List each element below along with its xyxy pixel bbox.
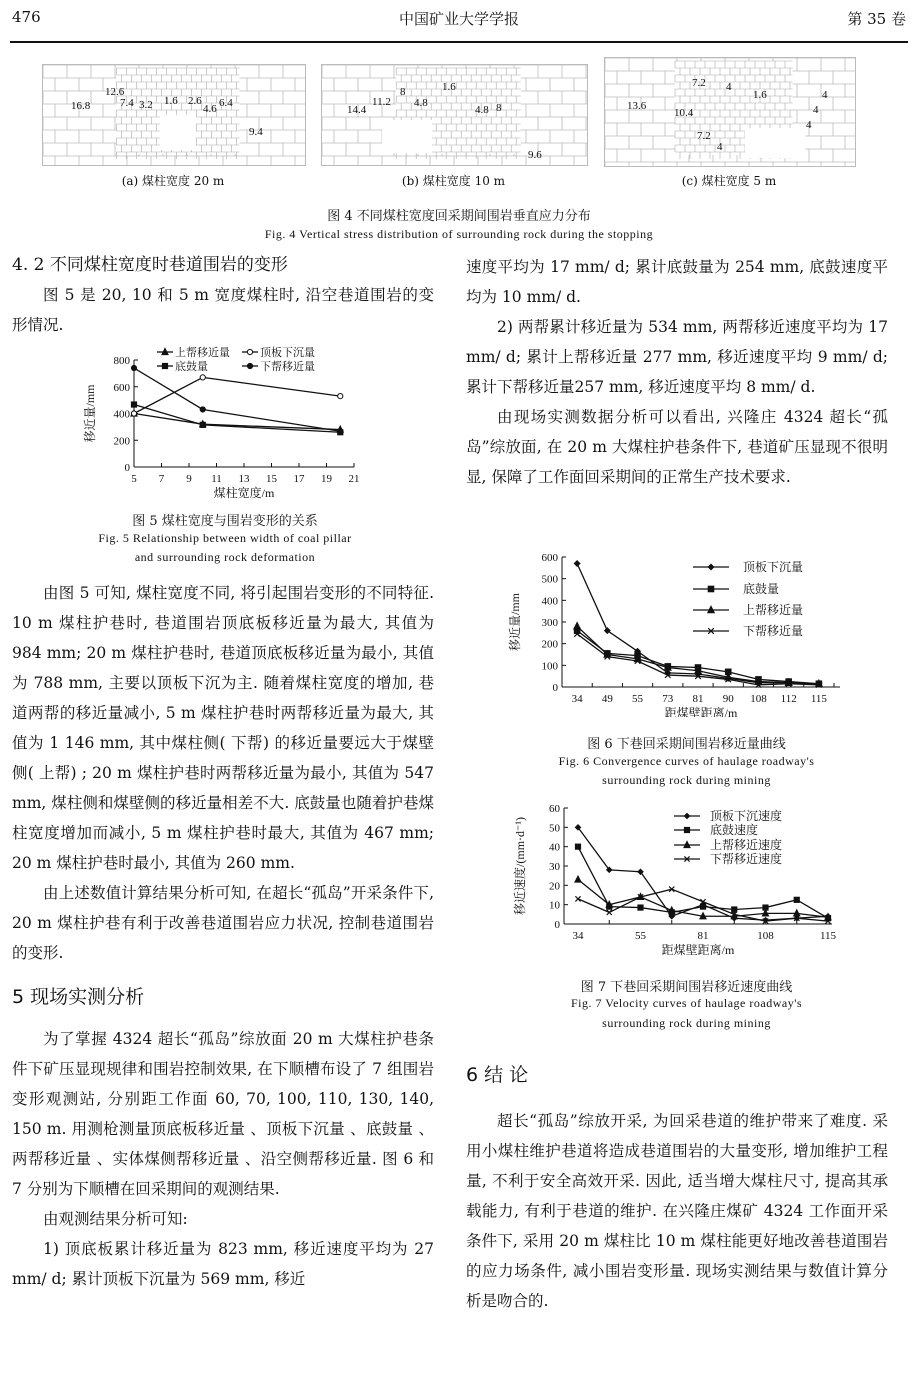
y-axis-label: 移近量/mm [83,384,97,443]
stress-label: 9.6 [528,149,542,161]
fig4-caption-cn: 图 4 不同煤柱宽度回采期间围岩垂直应力分布 [327,209,591,224]
x-tick-label: 115 [819,930,837,942]
paragraph: 速度平均为 17 mm/ d; 累计底鼓量为 254 mm, 底鼓速度平均为 10 mm/ d. [466,258,888,306]
y-axis-label: 移近量/mm [508,592,522,652]
stress-label: 4 [813,104,819,116]
x-tick-label: 90 [722,693,734,705]
stress-label: 10.4 [674,107,694,119]
marker-square [684,827,689,832]
fig7-caption-en-1: Fig. 7 Velocity curves of haulage roadway's [570,996,803,1010]
y-tick-label: 600 [541,552,558,564]
y-tick-label: 500 [541,573,558,586]
y-tick-label: 100 [541,660,558,673]
stress-label: 4 [822,89,828,101]
series-line [134,368,340,431]
legend-label: 上帮移近量 [743,603,804,617]
marker-square [638,905,643,910]
legend-label: 上帮移近量 [175,347,230,359]
marker-circle [338,429,343,434]
legend-label: 底鼓量 [175,361,208,373]
fig4-panel-b [321,64,588,166]
stress-label: 16.8 [71,100,91,112]
legend-item [693,602,803,617]
legend-item [242,345,315,359]
x-tick-label: 55 [635,930,646,942]
x-tick-label: 73 [662,693,674,705]
paragraph: 2) 两帮累计移近量为 534 mm, 两帮移近速度平均为 17 mm/ d; 累计上帮移近量 277 mm, 移近速度平均 9 mm/ d; 累计下帮移近量257 mm, 移近速度平均 8 mm/ d. [466,318,888,396]
marker-square [131,402,136,407]
x-tick-label: 81 [697,930,709,942]
x-axis-label: 煤柱宽度/m [213,486,275,500]
legend-label: 底鼓速度 [710,823,759,837]
x-tick-label: 108 [750,693,767,705]
section-4-2-title: 4. 2 不同煤柱宽度时巷道围岩的变形 [12,255,288,275]
y-tick-label: 10 [549,899,560,912]
page-number: 476 [12,8,41,26]
x-tick-label: 7 [158,473,165,485]
stress-label: 8 [400,86,406,98]
y-tick-label: 400 [113,408,130,421]
stress-label: 11.2 [372,96,391,108]
y-axis-label: 移近速度/(mm·d⁻¹) [513,817,527,915]
paragraph: 由观测结果分析可知: [43,1210,188,1228]
fig4-panel-c [604,57,856,167]
marker-open-circle [131,411,136,416]
y-tick-label: 200 [113,435,130,448]
marker-square [162,363,167,368]
fig5-caption-cn: 图 5 煤柱宽度与围岩变形的关系 [132,514,318,529]
legend-item [693,559,803,574]
y-tick-label: 20 [549,880,560,893]
stress-label: 4.6 [203,103,217,115]
marker-diamond [684,813,689,818]
paragraph: 为了掌握 4324 超长“孤岛”综放面 20 m 大煤柱护巷条件下矿压显现规律和围岩控制效果, 在下顺槽布设了 7 组围岩变形观测站, 分别距工作面 60, 70, 100, 110, 130, 140, 150 m. 用测枪测量顶底板移近量 、顶板下沉量 、底鼓量 、两帮移近量 、实体煤侧帮移近量 、沿空侧帮移近量. 图 6 和 7 分别为下顺槽在回采期间的观测结果. [12,1030,434,1198]
legend-item [157,345,230,359]
legend-label: 下帮移近量 [743,624,804,638]
legend-item [674,837,782,852]
left-column [12,250,434,340]
right-column-body [466,1058,888,1316]
series-1 [575,844,830,921]
y-tick-label: 800 [113,355,130,367]
marker-x [607,910,612,915]
y-tick-label: 40 [549,841,560,854]
legend-label: 下帮移近速度 [710,852,783,866]
marker-square [700,904,705,909]
fig6-caption-en-1: Fig. 6 Convergence curves of haulage roadway's [558,754,815,768]
x-tick-label: 34 [571,693,583,705]
marker-circle [131,365,136,370]
legend-label: 顶板下沉量 [743,560,804,574]
marker-triangle [575,876,581,882]
marker-circle [200,407,205,412]
marker-open-circle [338,394,343,399]
series-2 [575,876,831,920]
legend-label: 上帮移近速度 [710,838,783,852]
fig7-caption-cn: 图 7 下巷回采期间围岩移近速度曲线 [580,980,793,995]
fig7-caption-en-2: surrounding rock during mining [602,1016,771,1030]
x-tick-label: 19 [321,473,332,485]
stress-label: 2.6 [188,95,202,107]
series-3 [574,631,821,688]
stress-label: 3.2 [139,99,153,111]
fig5-caption-en-2: and surrounding rock deformation [134,550,316,564]
x-tick-label: 81 [692,693,704,705]
x-tick-label: 55 [632,693,644,705]
legend-item [157,359,208,373]
fig4a-caption: (a) 煤柱宽度 20 m [121,174,225,188]
fig4c-caption: (c) 煤柱宽度 5 m [681,174,777,188]
marker-x [575,896,580,901]
x-tick-label: 15 [266,473,277,485]
stress-label: 9.4 [249,126,263,138]
right-column [466,252,888,492]
x-tick-label: 13 [238,473,250,485]
y-tick-label: 0 [124,462,130,474]
series-line [134,377,340,413]
stress-label: 7.2 [697,130,711,142]
x-axis-label: 距煤壁距离/m [661,943,735,957]
marker-circle [247,363,252,368]
fig6-caption-en-2: surrounding rock during mining [602,773,771,787]
y-tick-label: 30 [549,861,560,873]
marker-square [732,907,737,912]
left-column-body [12,578,434,1294]
legend-item [693,581,779,596]
marker-square [794,897,799,902]
marker-diamond [708,564,714,570]
fig5-caption-en-1: Fig. 5 Relationship between width of coal pillar [98,531,352,545]
fig6-caption-cn: 图 6 下巷回采期间围岩移近量曲线 [587,737,786,752]
y-tick-label: 600 [113,381,130,394]
marker-diamond [574,561,580,567]
x-tick-label: 108 [757,930,774,942]
stress-label: 1.6 [442,81,456,93]
fig4-panel-a [42,64,306,166]
stress-label: 13.6 [627,100,647,112]
marker-open-circle [247,349,252,354]
roadway-cavity [160,115,196,150]
paragraph: 由现场实测数据分析可以看出, 兴隆庄 4324 超长“孤岛”综放面, 在 20 m 大煤柱护巷条件下, 巷道矿压显现不很明显, 保障了工作面回采期间的正常生产技术要求. [466,408,888,486]
fig7-chart [512,800,837,958]
y-tick-label: 50 [549,822,560,835]
y-tick-label: 60 [549,803,560,815]
paragraph: 1) 顶底板累计移近量为 823 mm, 移近速度平均为 27 mm/ d; 累计顶板下沉量为 569 mm, 移近 [12,1240,434,1288]
legend-item [674,851,782,866]
journal-title: 中国矿业大学学报 [398,10,519,28]
paragraph: 由图 5 可知, 煤柱宽度不同, 将引起围岩变形的不同特征. 10 m 煤柱护巷时, 巷道围岩顶底板移近量为最大, 其值为 984 mm; 20 m 煤柱护巷时, 巷道顶底板移近量为最小, 其值为 788 mm, 主要以顶板下沉为主. 随着煤柱宽度的增加, 巷道两帮的移近量减小, 5 m 煤柱护巷时两帮移近量为最大, 其值为 1 146 mm, 其中煤柱侧( 下帮) 的移近量要远大于煤壁侧( 上帮) ; 20 m 煤柱护巷时两帮移近量为最小, 其值为 547 mm, 煤柱侧和煤壁侧的移近量相差不大. 底鼓量也随着护巷煤柱宽度增加而减小, 5 m 煤柱护巷时最大, 其值为 467 mm; 20 m 煤柱护巷时最小, 其值为 260 mm. [12,584,434,872]
y-tick-label: 0 [552,682,558,694]
x-axis-label: 距煤壁距离/m [664,706,738,717]
roadway-cavity [382,120,432,153]
stress-label: 12.6 [105,86,125,98]
x-tick-label: 115 [810,693,827,705]
stress-label: 7.2 [692,77,706,89]
y-tick-label: 300 [541,617,558,629]
stress-label: 4 [806,119,812,131]
legend-item [674,822,758,837]
paragraph: 由上述数值计算结果分析可知, 在超长“孤岛”开采条件下, 20 m 煤柱护巷有利于改善巷道围岩应力状况, 控制巷道围岩的变形. [12,884,434,962]
axes [114,355,360,485]
fig4b-caption: (b) 煤柱宽度 10 m [401,174,506,188]
x-tick-label: 112 [780,693,797,705]
x-tick-label: 17 [293,473,305,485]
fig4-caption-en: Fig. 4 Vertical stress distribution of surrounding rock during the stopping [264,227,654,241]
x-tick-label: 9 [186,473,192,485]
x-tick-label: 21 [348,473,360,485]
section-6-title: 6 结 论 [466,1064,529,1086]
stress-label: 1.6 [164,95,178,107]
stress-label: 7.4 [120,97,134,109]
stress-label: 4.8 [475,104,489,116]
y-tick-label: 0 [554,919,560,931]
legend-label: 顶板下沉量 [260,347,315,359]
x-tick-label: 34 [572,930,584,942]
marker-square [708,586,714,592]
volume-label: 第 35 卷 [847,10,906,28]
y-tick-label: 400 [541,595,558,608]
series-1 [131,375,342,416]
fig6-chart [505,545,840,717]
stress-label: 4 [717,141,723,153]
legend-item [242,359,315,373]
legend-item [674,808,782,823]
stress-label: 1.6 [753,89,767,101]
x-tick-label: 11 [211,473,222,485]
marker-square [200,422,205,427]
series-3 [131,365,342,433]
stress-label: 8 [496,102,502,114]
marker-square [575,844,580,849]
x-tick-label: 5 [131,473,137,485]
roadway-cavity [745,128,805,158]
legend-item [693,623,803,638]
stress-label: 6.4 [219,97,233,109]
stress-label: 4.8 [414,97,428,109]
legend-label: 顶板下沉速度 [710,809,783,823]
y-tick-label: 200 [541,638,558,651]
stress-label: 4 [726,81,732,93]
section-5-title: 5 现场实测分析 [12,986,145,1008]
legend-label: 下帮移近量 [260,361,315,373]
x-tick-label: 49 [601,693,613,705]
stress-label: 14.4 [347,104,367,116]
fig5-chart [82,338,382,506]
paragraph: 图 5 是 20, 10 和 5 m 宽度煤柱时, 沿空巷道围岩的变形情况. [12,286,434,334]
paragraph: 超长“孤岛”综放开采, 为回采巷道的维护带来了难度. 采用小煤柱维护巷道将造成巷道围岩的大量变形, 增加维护工程量, 不利于安全高效开采. 因此, 适当增大煤柱尺寸, 提高其承载能力, 有利于巷道的维护. 在兴隆庄煤矿 4324 工作面开采条件下, 采用 20 m 煤柱比 10 m 煤柱能更好地改善巷道围岩的应力场条件, 减小围岩变形量. 现场实测结果与数值计算分析是吻合的. [466,1112,888,1310]
header-rule [10,41,908,43]
marker-triangle [574,623,581,630]
legend-label: 底鼓量 [743,582,780,596]
marker-open-circle [200,375,205,380]
